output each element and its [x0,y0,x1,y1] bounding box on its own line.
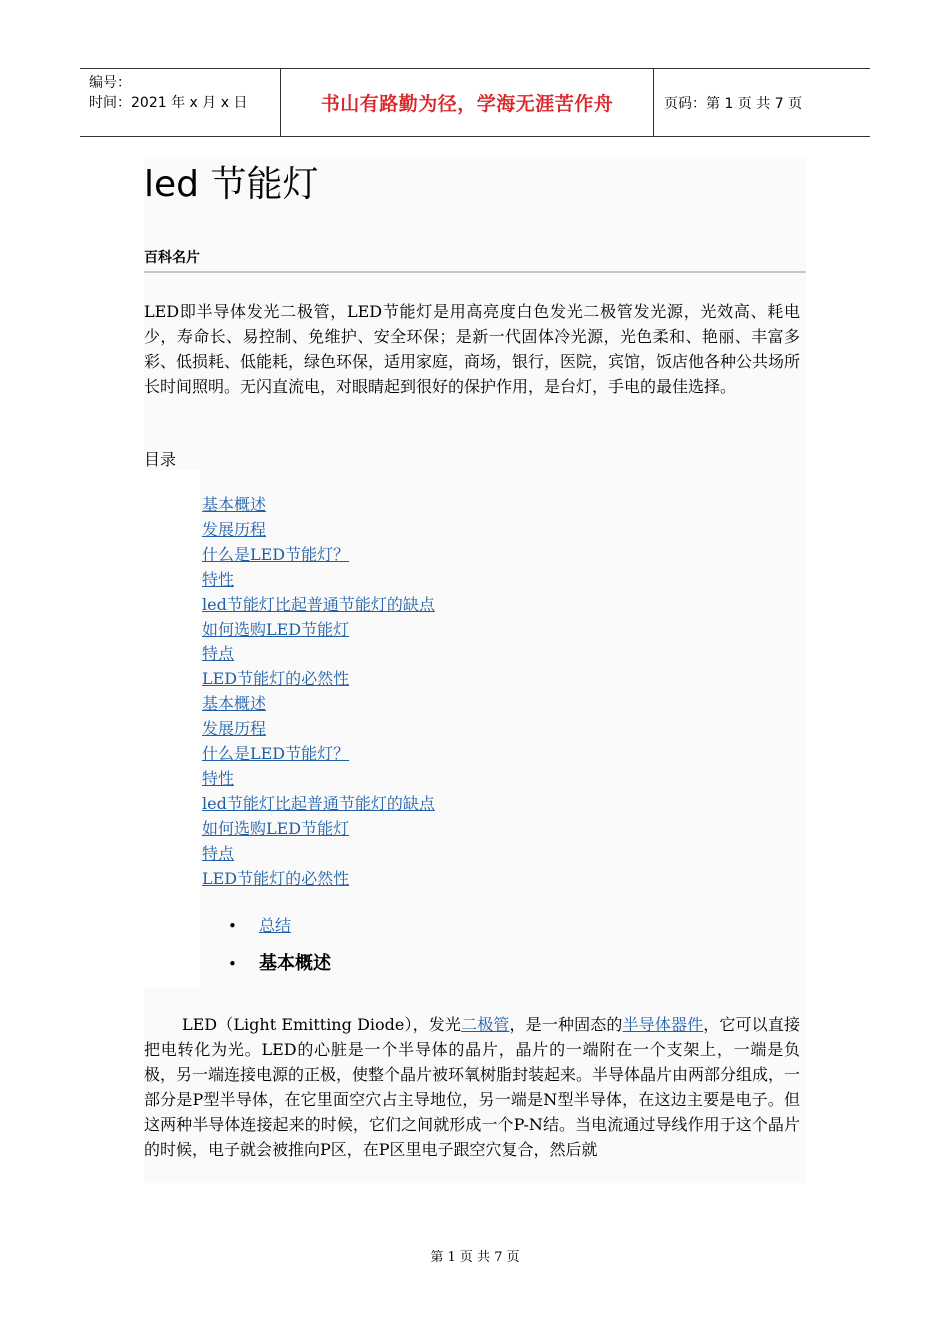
toc-item[interactable] [202,518,435,543]
toc-link[interactable]: 发展历程 [202,519,267,539]
toc-item[interactable] [202,767,435,792]
toc-item[interactable] [202,667,435,692]
toc-item[interactable] [202,842,435,867]
summary-link[interactable]: 总结 [259,916,292,935]
section-bullets [228,912,331,988]
toc-link[interactable]: led节能灯比起普通节能灯的缺点 [202,793,435,813]
bullet-item-overview [228,950,331,988]
article-subtitle: 百科名片 [144,250,200,266]
body-text-3: ，它可以直接把电转化为光。LED的心脏是一个半导体的晶片，晶片的一端附在一个支架上，一端是负极，另一端连接电源的正极，使整个晶片被环氧树脂封装起来。半导体晶片由两部分组成，一部分是P型半导体，在它里面空穴占主导地位，另一端是N型半导体，在这边主要是电子。但这两种半导体连接起来的时候，它们之间就形成一个P-N结。当电流通过导线作用于这个晶片的时候，电子就会被推向P区，在P区里电子跟空穴复合，然后就 [144,1015,801,1159]
page-footer: 第 1 页 共 7 页 [430,1250,520,1265]
toc-item[interactable] [202,717,435,742]
toc-link[interactable]: led节能灯比起普通节能灯的缺点 [202,594,435,614]
body-paragraph [144,1012,800,1162]
intro-paragraph: LED即半导体发光二极管，LED节能灯是用高亮度白色发光二极管发光源，光效高、耗电少，寿命长、易控制、免维护、安全环保；是新一代固体冷光源，光色柔和、艳丽、丰富多彩、低损耗、低能耗，绿色环保，适用家庭，商场，银行，医院，宾馆，饭店他各种公共场所长时间照明。无闪直流电，对眼睛起到很好的保护作用，是台灯，手电的最佳选择。 [144,302,801,396]
diode-link[interactable]: 二极管 [461,1015,510,1034]
toc-link[interactable]: 特性 [202,768,235,788]
header-motto [281,69,654,136]
toc-link[interactable]: 特点 [202,843,235,863]
document-header [80,68,870,137]
toc-link[interactable]: 特点 [202,644,235,664]
toc-link[interactable]: 如何选购LED节能灯 [202,818,350,838]
date-label: 时间：2021 年 x 月 x 日 [89,95,248,111]
toc-item[interactable] [202,642,435,667]
toc-item[interactable] [202,568,435,593]
semiconductor-device-link[interactable]: 半导体器件 [622,1015,704,1034]
body-text-2: ，是一种固态的 [509,1015,623,1034]
body-text-1: LED（Light Emitting Diode），发光 [182,1015,462,1034]
toc-item[interactable] [202,867,435,892]
header-page-info: 页码：第 1 页 共 7 页 [664,95,803,112]
toc-link[interactable]: 什么是LED节能灯？ [202,544,350,564]
header-meta [80,69,281,136]
motto-text: 书山有路勤为径，学海无涯苦作舟 [320,93,614,115]
toc-link[interactable]: LED节能灯的必然性 [202,669,350,689]
toc-item[interactable] [202,692,435,717]
toc-indent-box [144,470,200,988]
toc-item[interactable] [202,493,435,518]
table-of-contents [202,493,435,892]
section-heading-overview: 基本概述 [259,953,331,974]
toc-item[interactable] [202,618,435,643]
number-label: 编号： [89,75,131,91]
toc-link[interactable]: 什么是LED节能灯？ [202,744,350,764]
toc-item[interactable] [202,593,435,618]
toc-link[interactable]: 基本概述 [202,495,267,514]
toc-item[interactable] [202,792,435,817]
subtitle-divider [144,271,806,273]
article-title: led 节能灯 [144,164,319,205]
toc-item[interactable] [202,742,435,767]
toc-item[interactable] [202,543,435,568]
toc-item[interactable] [202,817,435,842]
toc-link[interactable]: 特性 [202,569,235,589]
toc-link[interactable]: 发展历程 [202,719,267,739]
toc-link[interactable]: 基本概述 [202,694,267,714]
bullet-item-summary[interactable] [228,912,331,950]
toc-link[interactable]: 如何选购LED节能灯 [202,619,350,639]
toc-link[interactable]: LED节能灯的必然性 [202,868,350,888]
toc-label: 目录 [144,450,177,469]
